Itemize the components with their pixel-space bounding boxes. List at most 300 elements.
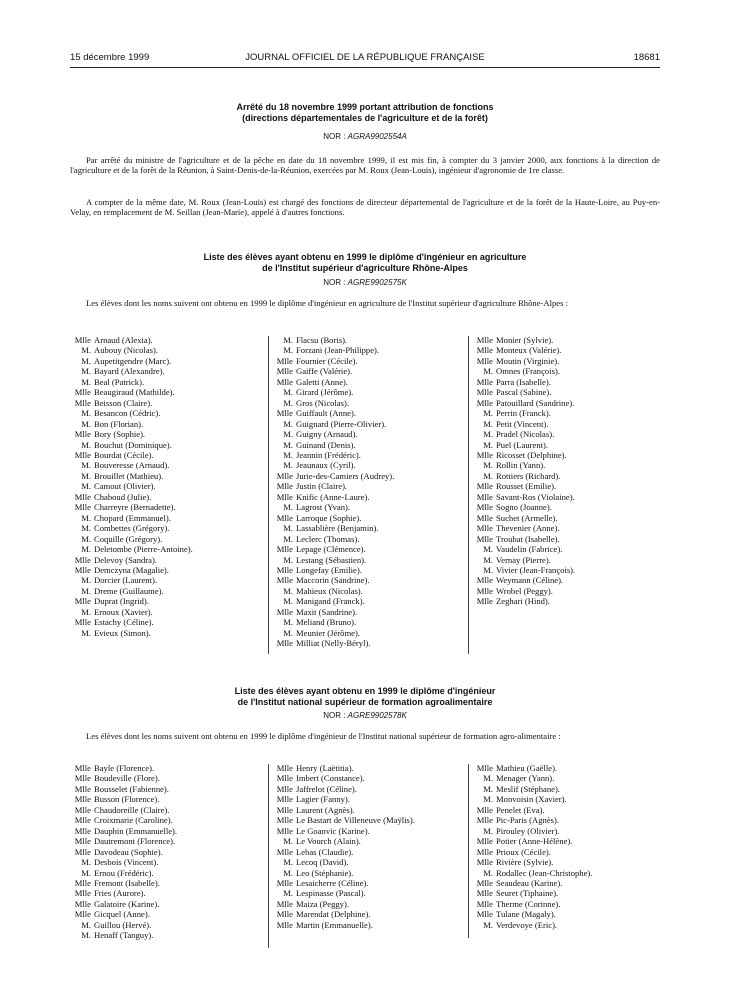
list-item — [472, 586, 667, 596]
list-item — [472, 773, 667, 783]
list-item — [70, 398, 265, 408]
graduate-name: Maccorin (Sandrine). — [296, 575, 370, 586]
graduate-name: Desbois (Vincent). — [94, 857, 159, 868]
civility-title: Mlle — [276, 544, 293, 555]
graduate-name: Moutin (Virginie). — [496, 355, 560, 366]
civility-title: M. — [483, 919, 493, 930]
civility-title: Mlle — [74, 491, 91, 502]
graduate-name: Gaiffe (Valérie). — [296, 366, 353, 377]
graduate-name: Dautremont (Florence). — [94, 836, 176, 847]
nor-label: NOR : — [323, 711, 346, 720]
graduate-name: Coquille (Grégory). — [94, 533, 163, 544]
civility-title: M. — [483, 439, 493, 450]
list-item — [70, 784, 265, 794]
list-item — [272, 847, 468, 857]
civility-title: M. — [283, 397, 293, 408]
civility-title: Mlle — [476, 846, 493, 857]
graduate-name: Lagrost (Yvan). — [296, 502, 351, 513]
list-item — [472, 481, 667, 491]
graduate-name: Verdevoye (Eric). — [496, 919, 558, 930]
list1-title-line1: Liste des élèves ayant obtenu en 1999 le diplôme d'ingénieur en agriculture — [203, 252, 527, 262]
graduate-name: Pirouley (Olivier). — [496, 825, 560, 836]
graduate-name: Fournier (Cécile). — [296, 355, 358, 366]
column-separator — [468, 336, 469, 654]
list-item — [70, 899, 265, 909]
list2-nor — [70, 711, 660, 720]
graduate-name: Galetti (Anne). — [296, 376, 349, 387]
civility-title: Mlle — [276, 877, 293, 888]
list-item — [272, 805, 468, 815]
civility-title: Mlle — [74, 617, 91, 628]
civility-title: M. — [81, 439, 91, 450]
list-item — [272, 596, 468, 606]
civility-title: Mlle — [74, 397, 91, 408]
graduate-name: Henaff (Tanguy). — [94, 930, 154, 941]
list-item — [472, 398, 667, 408]
list-item — [272, 586, 468, 596]
civility-title: Mlle — [74, 815, 91, 826]
graduate-name: Lassablière (Benjamin). — [296, 523, 379, 534]
civility-title: Mlle — [476, 387, 493, 398]
list-item — [70, 555, 265, 565]
list-item — [272, 481, 468, 491]
graduate-name: Bayle (Florence). — [94, 763, 155, 773]
list-item — [70, 345, 265, 355]
graduate-name: Guiffault (Anne). — [296, 408, 356, 419]
list-item — [70, 628, 265, 638]
graduate-name: Mahieux (Nicolas). — [296, 585, 363, 596]
civility-title: M. — [81, 585, 91, 596]
civility-title: M. — [81, 867, 91, 878]
list-item — [70, 878, 265, 888]
list2-column-3 — [472, 763, 667, 930]
civility-title: Mlle — [74, 335, 91, 345]
civility-title: M. — [283, 418, 293, 429]
list-item — [472, 763, 667, 773]
list-item — [472, 555, 667, 565]
civility-title: Mlle — [476, 335, 493, 345]
list-item — [272, 920, 468, 930]
list-item — [472, 387, 667, 397]
list1-column-2 — [272, 335, 468, 649]
graduate-name: Perrin (Franck). — [496, 408, 551, 419]
graduate-name: Guigny (Arnaud). — [296, 429, 358, 440]
graduate-name: Flacsu (Boris). — [296, 335, 348, 345]
list-item — [272, 628, 468, 638]
list-item — [472, 857, 667, 867]
graduate-name: Vivier (Jean-François). — [496, 564, 576, 575]
nor-label: NOR : — [323, 132, 346, 141]
graduate-name: Bousselet (Fabienne). — [94, 783, 169, 794]
civility-title: M. — [283, 596, 293, 607]
graduate-name: Manigand (Franck). — [296, 596, 365, 607]
graduate-name: Longefay (Emilie). — [296, 564, 362, 575]
graduate-name: Croixmarie (Caroline). — [94, 815, 173, 826]
civility-title: Mlle — [476, 512, 493, 523]
graduate-name: Vernay (Pierre). — [496, 554, 551, 565]
list-item — [272, 878, 468, 888]
list-item — [472, 419, 667, 429]
list-item — [472, 888, 667, 898]
civility-title: Mlle — [74, 449, 91, 460]
list-item — [70, 440, 265, 450]
civility-title: M. — [81, 857, 91, 868]
list-item — [272, 440, 468, 450]
list-item — [70, 523, 265, 533]
graduate-name: Rousset (Emilie). — [496, 481, 557, 492]
list-item — [70, 377, 265, 387]
graduate-name: Pic-Paris (Agnès). — [496, 815, 560, 826]
list-item — [70, 335, 265, 345]
list-item — [272, 345, 468, 355]
civility-title: Mlle — [276, 898, 293, 909]
list-item — [70, 356, 265, 366]
header-page-number: 18681 — [633, 52, 660, 63]
list-item — [472, 377, 667, 387]
civility-title: M. — [283, 627, 293, 638]
arrete-title-line1: Arrêté du 18 novembre 1999 portant attribution de fonctions — [236, 102, 494, 112]
column-separator — [468, 764, 469, 938]
graduate-name: Bouchut (Dominique). — [94, 439, 172, 450]
graduate-name: Rivière (Sylvie). — [496, 857, 554, 868]
civility-title: M. — [81, 460, 91, 471]
graduate-name: Estachy (Céline). — [94, 617, 154, 628]
graduate-name: Aubouy (Nicolas). — [94, 345, 158, 356]
civility-title: M. — [483, 408, 493, 419]
civility-title: M. — [283, 335, 293, 345]
graduate-name: Bouveresse (Arnaud). — [94, 460, 170, 471]
list-item — [70, 534, 265, 544]
graduate-name: Meliand (Bruno). — [296, 617, 357, 628]
list-item — [272, 460, 468, 470]
list-item — [272, 617, 468, 627]
civility-title: M. — [81, 512, 91, 523]
graduate-name: Ernoux (Xavier). — [94, 606, 153, 617]
civility-title: Mlle — [476, 909, 493, 920]
list-item — [472, 815, 667, 825]
list-item — [272, 366, 468, 376]
civility-title: M. — [283, 523, 293, 534]
list-item — [272, 909, 468, 919]
list-item — [472, 868, 667, 878]
civility-title: Mlle — [476, 345, 493, 356]
list-item — [70, 909, 265, 919]
graduate-name: Busson (Florence). — [94, 794, 160, 805]
graduate-name: Mathieu (Gaëlle). — [496, 763, 558, 773]
graduate-name: Prioux (Cécile). — [496, 846, 551, 857]
graduate-name: Delevoy (Sandra). — [94, 554, 157, 565]
list-item — [70, 815, 265, 825]
graduate-name: Demczyna (Magalie). — [94, 564, 169, 575]
list-item — [70, 502, 265, 512]
civility-title: Mlle — [476, 836, 493, 847]
list-item — [472, 523, 667, 533]
civility-title: Mlle — [276, 783, 293, 794]
graduate-name: Patouillard (Sandrine). — [496, 397, 575, 408]
column-separator — [268, 764, 269, 948]
graduate-name: Monvoisin (Xavier). — [496, 794, 567, 805]
civility-title: Mlle — [74, 387, 91, 398]
civility-title: Mlle — [276, 470, 293, 481]
civility-title: Mlle — [476, 397, 493, 408]
graduate-name: Jaffrelot (Céline). — [296, 783, 357, 794]
civility-title: M. — [283, 857, 293, 868]
graduate-name: Brouillet (Mathieu). — [94, 470, 164, 481]
list-item — [70, 826, 265, 836]
list-item — [472, 920, 667, 930]
graduate-name: Ricosset (Delphine). — [496, 449, 567, 460]
graduate-name: Jeannin (Frédéric). — [296, 449, 361, 460]
graduate-name: Weymann (Céline). — [496, 575, 564, 586]
graduate-name: Chopard (Emmanuel). — [94, 512, 171, 523]
civility-title: Mlle — [276, 606, 293, 617]
graduate-name: Beisson (Claire). — [94, 397, 153, 408]
civility-title: Mlle — [476, 888, 493, 899]
graduate-name: Aupetitgendre (Marc). — [94, 355, 172, 366]
graduate-name: Chaboud (Julie). — [94, 491, 152, 502]
civility-title: Mlle — [476, 575, 493, 586]
graduate-name: Jurie-des-Camiers (Audrey). — [296, 470, 395, 481]
list-item — [70, 920, 265, 930]
list-item — [70, 492, 265, 502]
list-item — [272, 335, 468, 345]
list-item — [70, 575, 265, 585]
graduate-name: Parra (Isabelle). — [496, 376, 551, 387]
graduate-name: Arnaud (Alexia). — [94, 335, 153, 345]
civility-title: Mlle — [276, 815, 293, 826]
civility-title: Mlle — [476, 355, 493, 366]
civility-title: Mlle — [276, 804, 293, 815]
civility-title: Mlle — [476, 449, 493, 460]
civility-title: M. — [483, 554, 493, 565]
list-item — [472, 492, 667, 502]
list-item — [472, 836, 667, 846]
list-item — [472, 440, 667, 450]
graduate-name: Dauphin (Emmanuelle). — [94, 825, 178, 836]
list-item — [272, 544, 468, 554]
graduate-name: Monier (Sylvie). — [496, 335, 554, 345]
civility-title: Mlle — [276, 846, 293, 857]
civility-title: Mlle — [276, 638, 293, 649]
graduate-name: Knific (Anne-Laure). — [296, 491, 370, 502]
civility-title: Mlle — [74, 773, 91, 784]
list-item — [70, 607, 265, 617]
list-item — [472, 450, 667, 460]
civility-title: Mlle — [276, 763, 293, 773]
graduate-name: Monteux (Valérie). — [496, 345, 562, 356]
graduate-name: Marendat (Delphine). — [296, 909, 371, 920]
civility-title: M. — [81, 627, 91, 638]
arrete-title — [70, 102, 660, 123]
header-rule — [70, 67, 660, 68]
list-item — [272, 408, 468, 418]
column-separator — [268, 336, 269, 654]
nor-label: NOR : — [323, 278, 346, 287]
graduate-name: Maxit (Sandrine). — [296, 606, 358, 617]
list2-column-1 — [70, 763, 265, 941]
list2-title — [70, 686, 660, 707]
list-item — [70, 481, 265, 491]
list-item — [472, 356, 667, 366]
civility-title: Mlle — [476, 376, 493, 387]
list-item — [70, 586, 265, 596]
arrete-paragraph-2: A compter de la même date, M. Roux (Jean-Louis) est chargé des fonctions de directeur départemental de l'agriculture et de la forêt de la Haute-Loire, au Puy-en-Velay, en remplacement de M. Seillan (Jean-Marie), appelé à d'autres fonctions. — [70, 197, 660, 218]
graduate-name: Wrobel (Peggy). — [496, 585, 553, 596]
civility-title: Mlle — [74, 877, 91, 888]
civility-title: M. — [283, 533, 293, 544]
civility-title: M. — [81, 408, 91, 419]
graduate-name: Deletombe (Pierre-Antoine). — [94, 544, 193, 555]
graduate-name: Leo (Stéphanie). — [296, 867, 354, 878]
list-item — [472, 544, 667, 554]
list-item — [272, 555, 468, 565]
civility-title: M. — [81, 523, 91, 534]
graduate-name: Boudeville (Flore). — [94, 773, 160, 784]
graduate-name: Bory (Sophie). — [94, 429, 146, 440]
civility-title: Mlle — [476, 481, 493, 492]
list-item — [472, 784, 667, 794]
civility-title: Mlle — [276, 481, 293, 492]
list-item — [272, 513, 468, 523]
civility-title: M. — [81, 418, 91, 429]
graduate-name: Laurent (Agnès). — [296, 804, 355, 815]
graduate-name: Pascal (Sabine). — [496, 387, 552, 398]
list-item — [70, 408, 265, 418]
civility-title: M. — [483, 418, 493, 429]
civility-title: M. — [483, 460, 493, 471]
list2-intro: Les élèves dont les noms suivent ont obtenu en 1999 le diplôme d'ingénieur de l'Institut national supérieur de formation agro-alimentaire : — [86, 731, 561, 741]
civility-title: Mlle — [476, 585, 493, 596]
list-item — [472, 408, 667, 418]
nor-code: AGRE9902575K — [347, 278, 407, 287]
civility-title: Mlle — [476, 533, 493, 544]
graduate-name: Bon (Florian). — [94, 418, 144, 429]
civility-title: M. — [81, 481, 91, 492]
graduate-name: Therme (Corinne). — [496, 898, 561, 909]
civility-title: Mlle — [74, 898, 91, 909]
civility-title: Mlle — [476, 491, 493, 502]
graduate-name: Sogno (Joanne). — [496, 502, 552, 513]
graduate-name: Bourdat (Cécile). — [94, 449, 154, 460]
list-item — [472, 909, 667, 919]
list1-title-line2: de l'Institut supérieur d'agriculture Rhône-Alpes — [262, 262, 468, 273]
list-item — [472, 826, 667, 836]
list1-column-3 — [472, 335, 667, 607]
list-item — [472, 460, 667, 470]
list1-title — [70, 252, 660, 273]
list-item — [70, 868, 265, 878]
list-item — [70, 513, 265, 523]
graduate-name: Guinand (Denis). — [296, 439, 356, 450]
civility-title: M. — [483, 470, 493, 481]
graduate-name: Seaudeau (Karine). — [496, 877, 563, 888]
civility-title: M. — [81, 606, 91, 617]
list-item — [272, 763, 468, 773]
civility-title: Mlle — [276, 366, 293, 377]
arrete-nor — [70, 132, 660, 141]
list-item — [70, 617, 265, 627]
graduate-name: Lebas (Claudie). — [296, 846, 354, 857]
list-item — [472, 794, 667, 804]
list-item — [272, 523, 468, 533]
graduate-name: Fries (Aurore). — [94, 888, 146, 899]
graduate-name: Ernou (Frédéric). — [94, 867, 154, 878]
list-item — [272, 899, 468, 909]
civility-title: M. — [483, 867, 493, 878]
civility-title: M. — [283, 345, 293, 356]
civility-title: M. — [81, 470, 91, 481]
civility-title: Mlle — [74, 794, 91, 805]
civility-title: M. — [483, 564, 493, 575]
list-item — [272, 826, 468, 836]
civility-title: Mlle — [276, 825, 293, 836]
graduate-name: Leclerc (Thomas). — [296, 533, 360, 544]
civility-title: M. — [483, 366, 493, 377]
list-item — [272, 857, 468, 867]
list-item — [70, 794, 265, 804]
graduate-name: Petit (Vincent). — [496, 418, 549, 429]
civility-title: M. — [283, 449, 293, 460]
civility-title: Mlle — [476, 523, 493, 534]
graduate-name: Duprat (Ingrid). — [94, 596, 149, 607]
graduate-name: Gicquel (Anne). — [94, 909, 150, 920]
list-item — [272, 502, 468, 512]
civility-title: Mlle — [74, 763, 91, 773]
civility-title: Mlle — [276, 575, 293, 586]
graduate-name: Maiza (Peggy). — [296, 898, 349, 909]
arrete-title-line2: (directions départementales de l'agriculture et de la forêt) — [242, 112, 488, 123]
graduate-name: Rollin (Yann). — [496, 460, 546, 471]
list-item — [70, 387, 265, 397]
graduate-name: Forzani (Jean-Philippe). — [296, 345, 380, 356]
graduate-name: Jeaunaux (Cyril). — [296, 460, 356, 471]
graduate-name: Besancon (Cédric). — [94, 408, 161, 419]
list-item — [472, 899, 667, 909]
civility-title: Mlle — [276, 355, 293, 366]
civility-title: Mlle — [74, 909, 91, 920]
civility-title: M. — [283, 502, 293, 513]
civility-title: Mlle — [74, 804, 91, 815]
list-item — [272, 607, 468, 617]
graduate-name: Suchet (Armelle). — [496, 512, 558, 523]
civility-title: Mlle — [74, 888, 91, 899]
graduate-name: Lagier (Fanny). — [296, 794, 350, 805]
nor-code: AGRA9902554A — [347, 132, 407, 141]
list-item — [70, 930, 265, 940]
list-item — [472, 366, 667, 376]
civility-title: Mlle — [476, 877, 493, 888]
civility-title: M. — [483, 825, 493, 836]
list-item — [472, 534, 667, 544]
arrete-paragraph-1: Par arrêté du ministre de l'agriculture et de la pêche en date du 18 novembre 1999, il est mis fin, à compter du 3 janvier 2000, aux fonctions à la direction de l'agriculture et de la forêt de la Réunion, à Saint-Denis-de-la-Réunion, exercées par M. Roux (Jean-Louis), ingénieur d'agronomie de 1re classe. — [70, 155, 660, 176]
civility-title: M. — [81, 544, 91, 555]
graduate-name: Potier (Anne-Hélène). — [496, 836, 573, 847]
civility-title: Mlle — [276, 491, 293, 502]
list-item — [70, 888, 265, 898]
civility-title: Mlle — [74, 429, 91, 440]
civility-title: Mlle — [276, 376, 293, 387]
graduate-name: Camout (Olivier). — [94, 481, 156, 492]
list-item — [472, 878, 667, 888]
civility-title: M. — [283, 888, 293, 899]
civility-title: M. — [483, 429, 493, 440]
graduate-name: Puel (Laurent). — [496, 439, 549, 450]
list-item — [472, 805, 667, 815]
graduate-name: Lestang (Sébastien). — [296, 554, 367, 565]
list-item — [272, 836, 468, 846]
list2-column-2 — [272, 763, 468, 930]
list-item — [272, 815, 468, 825]
